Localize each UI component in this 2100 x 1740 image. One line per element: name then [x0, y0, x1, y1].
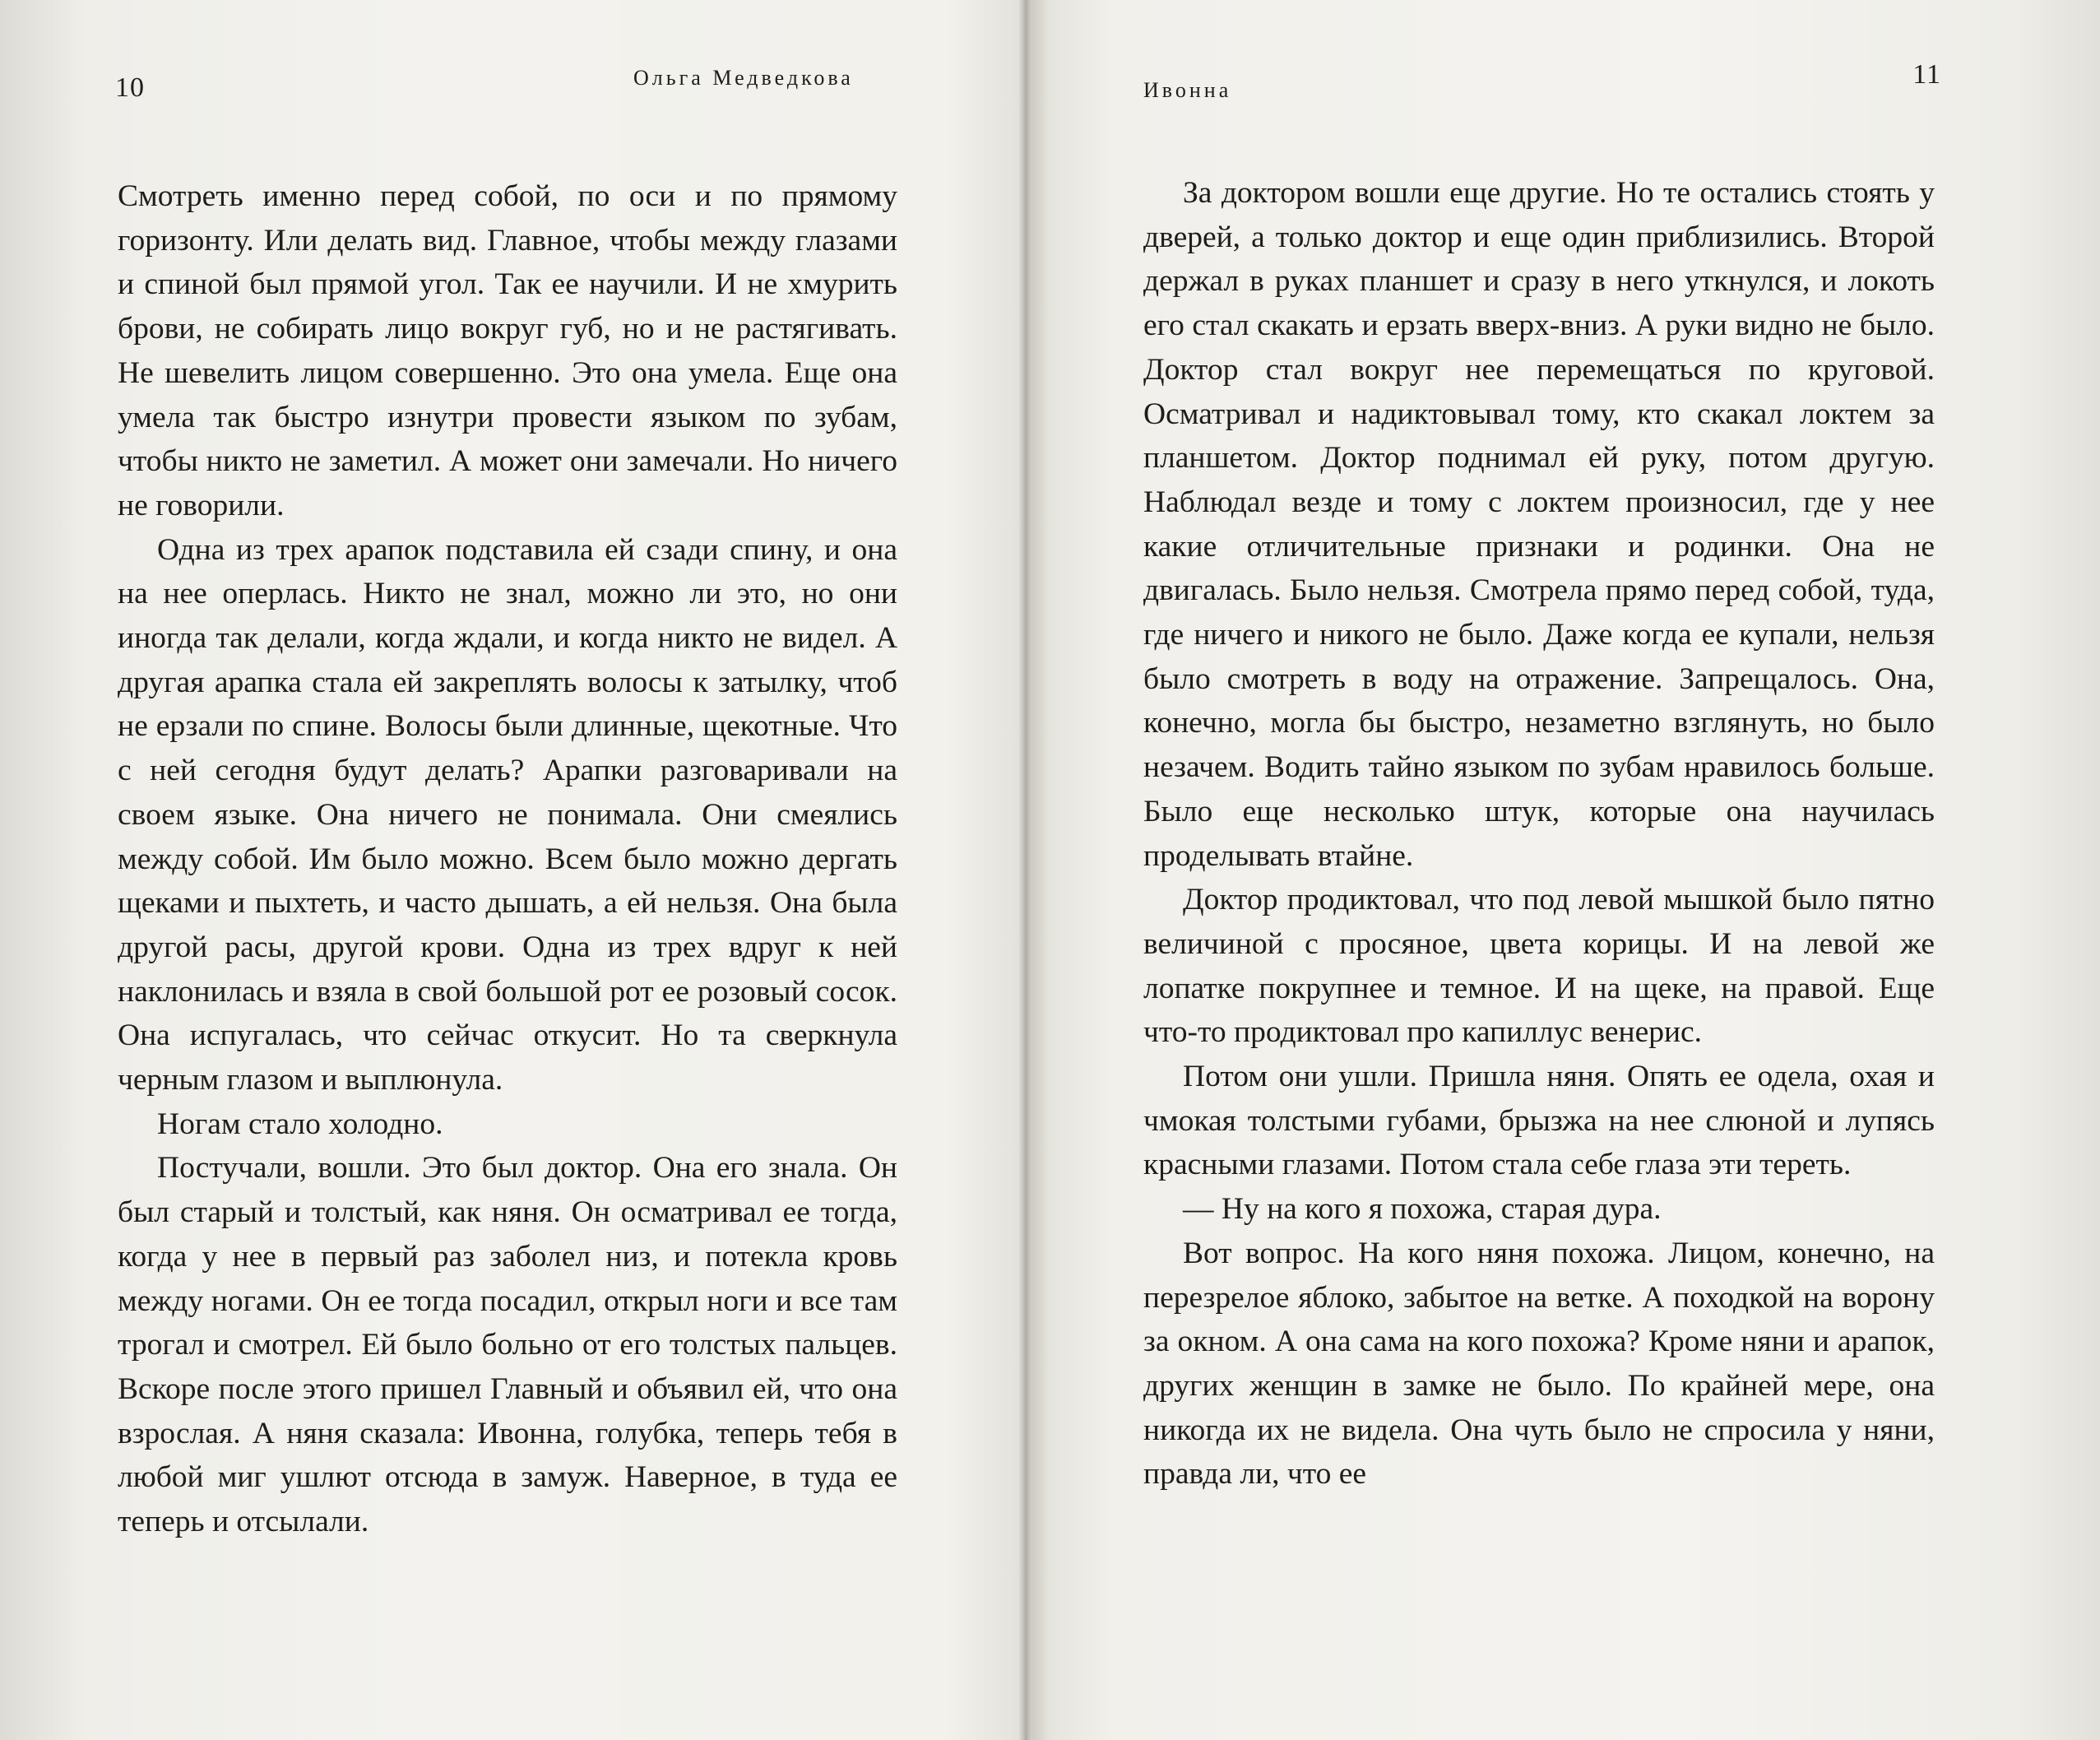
running-head-author: Ольга Медведкова [633, 66, 854, 90]
paragraph: Вот вопрос. На кого няня похожа. Лицом, конечно, на перезрелое яблоко, забытое на ветке. А походкой на ворону за окном. А она сама на кого похожа? Кроме няни и арапок, других женщин в замке не было. По крайней мере, она никогда их не видела. Она чуть было не спросила у няни, правда ли, что ее [1143, 1236, 1935, 1492]
left-page-body [118, 174, 897, 1544]
paragraph: За доктором вошли еще другие. Но те остались стоять у дверей, а только доктор и еще один приблизились. Второй держал в руках планшет и сразу в него уткнулся, и локоть его стал скакать и ерзать вверх-вниз. А руки видно не было. Доктор стал вокруг нее перемещаться по круговой. Осматривал и надиктовывал тому, кто скакал локтем за планшетом. Доктор поднимал ей руку, потом другую. Наблюдал везде и тому с локтем произносил, где у нее какие отличительные признаки и родинки. Она не двигалась. Было нельзя. Смотрела прямо перед собой, туда, где ничего и никого не было. Даже когда ее купали, нельзя было смотреть в воду на отражение. Запрещалось. Она, конечно, могла бы быстро, незаметно взглянуть, но было незачем. Водить тайно языком по зубам нравилось больше. Было еще несколько штук, которые она научилась проделывать втайне. [1143, 176, 1935, 873]
page-number-right: 11 [1912, 59, 1941, 90]
paragraph: Потом они ушли. Пришла няня. Опять ее одела, охая и чмокая толстыми губами, брызжа на нее слюной и лупясь красными глазами. Потом стала себе глаза эти тереть. [1143, 1060, 1935, 1182]
right-page [1028, 0, 2100, 1740]
right-page-body [1143, 171, 1935, 1496]
paragraph: Ногам стало холодно. [157, 1107, 443, 1141]
paragraph: Доктор продиктовал, что под левой мышкой было пятно величиной с просяное, цвета корицы. И на левой же лопатке покрупнее и темное. И на щеке, на правой. Еще что-то продиктовал про капиллус венерис. [1143, 883, 1935, 1050]
paragraph: Одна из трех арапок подставила ей сзади спину, и она на нее оперлась. Никто не знал, можно ли это, но они иногда так делали, когда ждали, и когда никто не видел. А другая арапка стала ей закреплять волосы к затылку, чтоб не ерзали по спине. Волосы были длинные, щекотные. Что с ней сегодня будут делать? Арапки разговаривали на своем языке. Она ничего не понимала. Они смеялись между собой. Им было можно. Всем было можно дергать щеками и пыхтеть, и часто дышать, а ей нельзя. Она была другой расы, другой крови. Одна из трех вдруг к ней наклонилась и взяла в свой большой рот ее розовый сосок. Она испугалась, что сейчас откусит. Но та сверкнула черным глазом и выплюнула. [118, 532, 897, 1097]
paragraph: — Ну на кого я похожа, старая дура. [1183, 1192, 1662, 1227]
running-head-title: Ивонна [1143, 78, 1232, 102]
left-page [0, 0, 1020, 1740]
paragraph: Смотреть именно перед собой, по оси и по прямому горизонту. Или делать вид. Главное, чтобы между глазами и спиной был прямой угол. Так ее научили. И не хмурить брови, не собирать лицо вокруг губ, но и не растягивать. Не шевелить лицом совершенно. Это она умела. Еще она умела так быстро изнутри провести языком по зубам, чтобы никто не заметил. А может они замечали. Но ничего не говорили. [118, 179, 897, 522]
paragraph: Постучали, вошли. Это был доктор. Она его знала. Он был старый и толстый, как няня. Он осматривал ее тогда, когда у нее в первый раз заболел низ, и потекла кровь между ногами. Он ее тогда посадил, открыл ноги и все там трогал и смотрел. Ей было больно от его толстых пальцев. Вскоре после этого пришел Главный и объявил ей, что она взрослая. А няня сказала: Ивонна, голубка, теперь тебя в любой миг ушлют отсюда в замуж. Наверное, в туда ее теперь и отсылали. [118, 1151, 897, 1539]
page-number-left: 10 [115, 72, 145, 103]
